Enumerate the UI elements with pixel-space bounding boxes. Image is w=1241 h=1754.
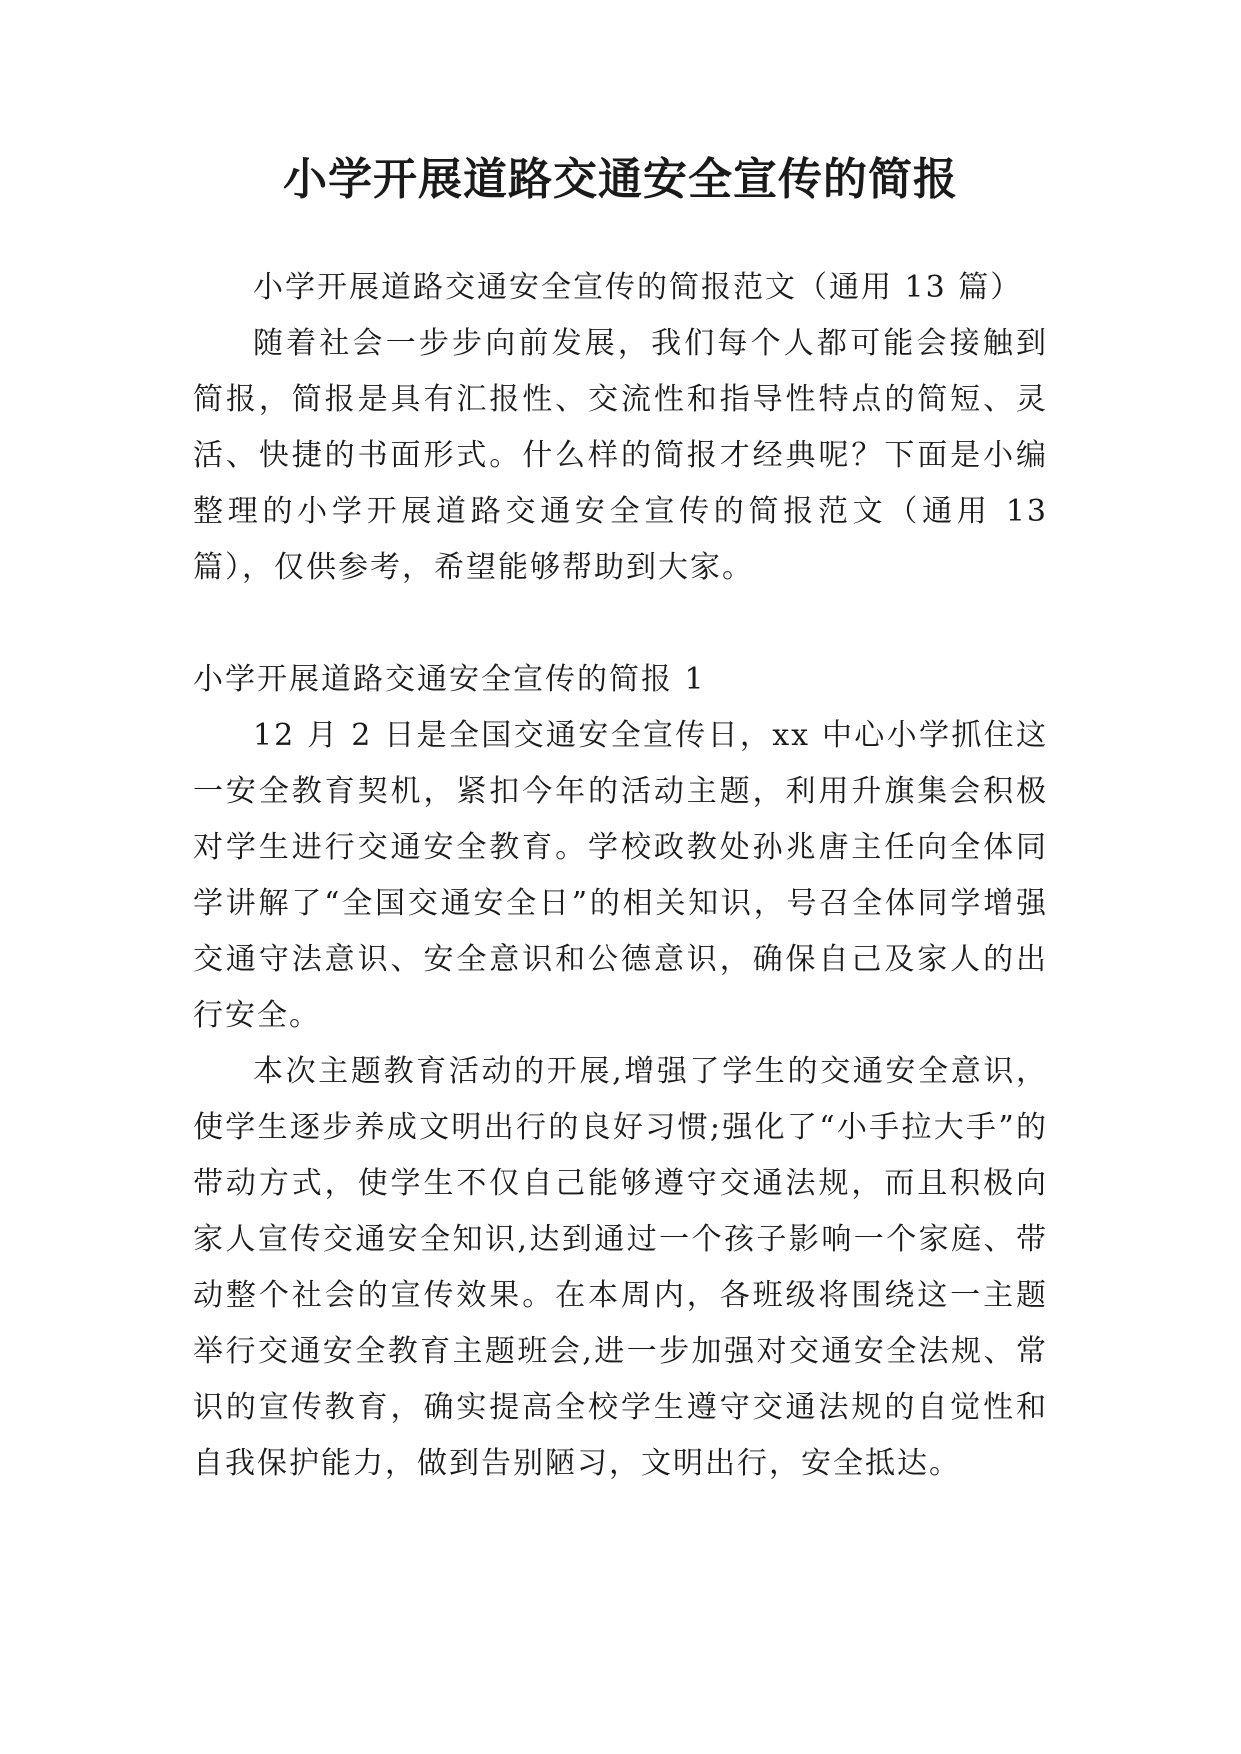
document-body: [193, 260, 1048, 1492]
document-subtitle: 小学开展道路交通安全宣传的简报范文（通用 13 篇）: [253, 270, 1023, 305]
section-paragraph: 本次主题教育活动的开展,增强了学生的交通安全意识，使学生逐步养成文明出行的良好习惯;强化了“小手拉大手”的带动方式，使学生不仅自己能够遵守交通法规，而且积极向家人宣传交通安全知识,达到通过一个孩子影响一个家庭、带动整个社会的宣传效果。在本周内，各班级将围绕这一主题举行交通安全教育主题班会,进一步加强对交通安全法规、常识的宣传教育，确实提高全校学生遵守交通法规的自觉性和自我保护能力，做到告别陋习，文明出行，安全抵达。: [193, 1054, 1048, 1481]
document-title: 小学开展道路交通安全宣传的简报: [283, 154, 958, 205]
section-heading: 小学开展道路交通安全宣传的简报 1: [193, 662, 706, 697]
intro-paragraph: 随着社会一步步向前发展，我们每个人都可能会接触到简报，简报是具有汇报性、交流性和指导性特点的简短、灵活、快捷的书面形式。什么样的简报才经典呢？下面是小编整理的小学开展道路交通安全宣传的简报范文（通用 13 篇），仅供参考，希望能够帮助到大家。: [193, 326, 1048, 585]
section-paragraph: 12 月 2 日是全国交通安全宣传日，xx 中心小学抓住这一安全教育契机，紧扣今年的活动主题，利用升旗集会积极对学生进行交通安全教育。学校政教处孙兆唐主任向全体同学讲解了“全国交通安全日”的相关知识，号召全体同学增强交通守法意识、安全意识和公德意识，确保自己及家人的出行安全。: [193, 718, 1048, 1033]
